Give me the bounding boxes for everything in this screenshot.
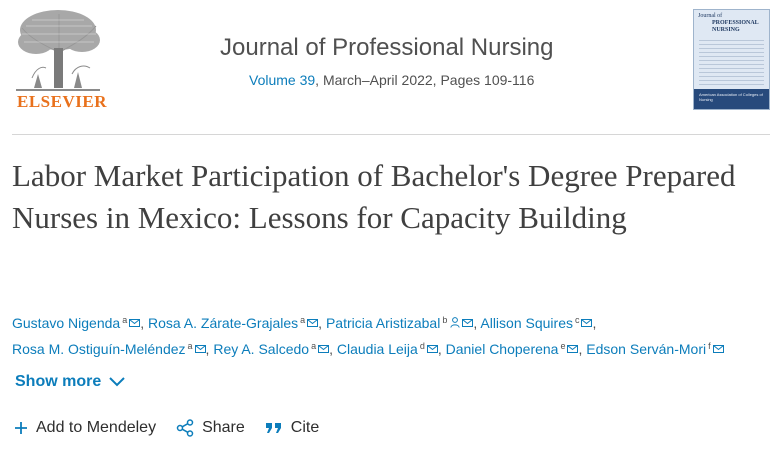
mail-icon: [581, 319, 592, 327]
add-to-mendeley-label: Add to Mendeley: [36, 419, 157, 436]
author-link[interactable]: [213, 341, 329, 357]
affiliation-marker[interactable]: f: [708, 341, 711, 351]
share-label: Share: [202, 419, 245, 436]
issue-details: , March–April 2022, Pages 109-116: [315, 72, 535, 88]
article-title: Labor Market Participation of Bachelor's Degree Prepared Nurses in Mexico: Lessons for Capacity Building: [12, 158, 736, 235]
mail-icon: [129, 319, 140, 327]
mail-icon: [318, 345, 329, 353]
publisher-name: ELSEVIER: [17, 92, 107, 111]
author-link[interactable]: [12, 341, 206, 357]
journal-cover-image[interactable]: [693, 9, 770, 110]
author-link[interactable]: [586, 341, 723, 357]
author-separator: ,: [592, 315, 597, 331]
author-list: [12, 309, 772, 361]
add-to-mendeley-button[interactable]: [14, 419, 156, 437]
show-more-button[interactable]: [15, 373, 125, 391]
author-link[interactable]: [326, 315, 473, 331]
mail-icon: [462, 319, 473, 327]
share-icon: [176, 419, 194, 437]
author-name: Patricia Aristizabal: [325, 315, 441, 331]
mail-icon: [713, 345, 724, 353]
show-more-label: Show more: [15, 373, 102, 390]
mail-icon: [195, 345, 206, 353]
affiliation-marker[interactable]: a: [122, 315, 128, 325]
affiliation-marker[interactable]: e: [560, 341, 566, 351]
mail-icon: [307, 319, 318, 327]
author-link[interactable]: [337, 341, 438, 357]
person-icon: [450, 317, 460, 328]
author-separator: ,: [318, 315, 326, 331]
author-name: Allison Squires: [480, 315, 573, 331]
journal-title-link[interactable]: Journal of Professional Nursing: [220, 34, 554, 61]
affiliation-marker[interactable]: c: [574, 315, 580, 325]
affiliation-marker[interactable]: b: [442, 315, 448, 325]
elsevier-tree-logo: [12, 8, 104, 92]
author-separator: ,: [578, 341, 587, 357]
share-button[interactable]: [176, 419, 245, 437]
author-name: Claudia Leija: [336, 341, 418, 357]
author-link[interactable]: [12, 315, 140, 331]
volume-link[interactable]: Volume 39: [249, 72, 316, 88]
affiliation-marker[interactable]: d: [419, 341, 425, 351]
plus-icon: [14, 421, 28, 435]
header-divider: [12, 134, 770, 135]
author-name: Rosa M. Ostiguín-Meléndez: [12, 341, 186, 357]
mail-icon: [567, 345, 578, 353]
author-name: Daniel Choperena: [445, 341, 559, 357]
quote-icon: [265, 421, 283, 435]
author-separator: ,: [140, 315, 148, 331]
author-link[interactable]: [480, 315, 592, 331]
author-link[interactable]: [148, 315, 318, 331]
cover-head-text: Journal of: [698, 13, 723, 19]
author-separator: ,: [329, 341, 337, 357]
affiliation-marker[interactable]: a: [187, 341, 193, 351]
author-separator: ,: [473, 315, 481, 331]
author-separator: ,: [205, 341, 214, 357]
mail-icon: [427, 345, 438, 353]
affiliation-marker[interactable]: a: [311, 341, 317, 351]
cite-label: Cite: [290, 419, 320, 436]
author-name: Edson Serván-Mori: [586, 341, 707, 357]
author-name: Gustavo Nigenda: [12, 315, 121, 331]
cite-button[interactable]: [265, 419, 319, 437]
author-separator: ,: [437, 341, 446, 357]
cover-body-lines: [699, 40, 764, 88]
article-actions: [14, 419, 339, 437]
cover-footer-text: American Association of Colleges of Nursing: [699, 92, 763, 102]
affiliation-marker[interactable]: a: [300, 315, 306, 325]
elsevier-logo[interactable]: [8, 8, 108, 112]
author-name: Rey A. Salcedo: [213, 341, 310, 357]
chevron-down-icon: [109, 377, 125, 387]
author-link[interactable]: [446, 341, 579, 357]
cover-footer: [694, 89, 769, 109]
issue-info: [249, 72, 534, 88]
author-name: Rosa A. Zárate-Grajales: [147, 315, 299, 331]
cover-journal-name: PROFESSIONAL NURSING: [712, 20, 759, 33]
